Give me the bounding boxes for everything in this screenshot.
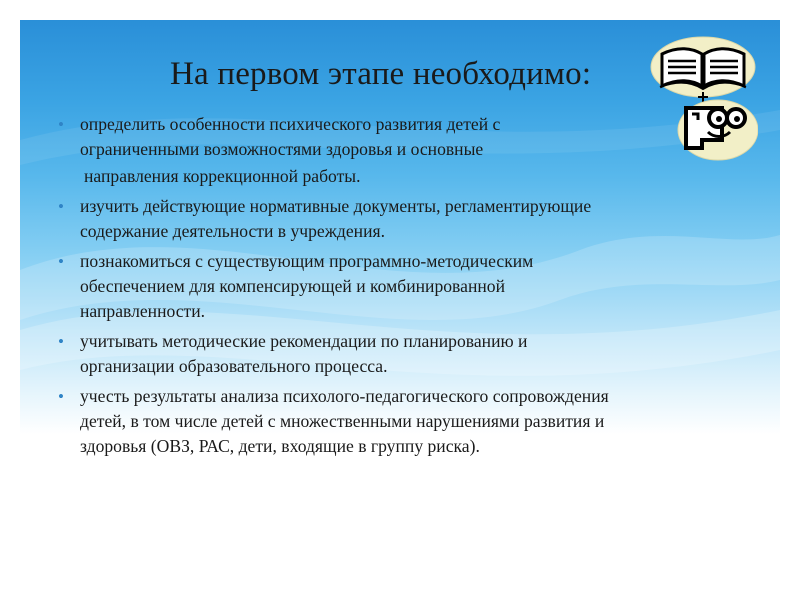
- bullet-line: ограниченными возможностями здоровья и основные: [80, 139, 484, 159]
- bullet-item: [56, 249, 762, 324]
- bullet-line: познакомиться с существующим программно-методическим: [80, 251, 534, 271]
- bullet-marker-icon: •: [58, 252, 64, 271]
- bullet-marker-icon: •: [58, 197, 64, 216]
- bullet-line: содержание деятельности в учреждения.: [80, 221, 385, 241]
- slide: [20, 20, 780, 580]
- bullet-line: учитывать методические рекомендации по планированию и: [80, 331, 528, 351]
- bullet-marker-icon: •: [58, 332, 64, 351]
- bullet-line: детей, в том числе детей с множественными нарушениями развития и: [80, 411, 605, 431]
- bullet-item: [56, 329, 762, 379]
- bullet-item: [56, 384, 762, 459]
- bullet-line: организации образовательного процесса.: [80, 356, 388, 376]
- bullet-marker-icon: •: [58, 387, 64, 406]
- bullet-line: изучить действующие нормативные документы, регламентирующие: [80, 196, 592, 216]
- bullet-line: направленности.: [80, 301, 206, 321]
- slide-title: На первом этапе необходимо:: [170, 56, 592, 92]
- bullet-list: [56, 112, 762, 464]
- bullet-item: [56, 112, 762, 189]
- open-book-icon: [651, 37, 755, 97]
- bullet-line: определить особенности психического развития детей с: [80, 114, 501, 134]
- bullet-marker-icon: •: [58, 115, 64, 134]
- bullet-line: учесть результаты анализа психолого-педагогического сопровождения: [80, 386, 609, 406]
- bullet-line: обеспечением для компенсирующей и комбинированной: [80, 276, 505, 296]
- bullet-line: здоровья (ОВЗ, РАС, дети, входящие в группу риска).: [80, 436, 480, 456]
- bullet-item: [56, 194, 762, 244]
- bullet-line: направления коррекционной работы.: [84, 166, 361, 186]
